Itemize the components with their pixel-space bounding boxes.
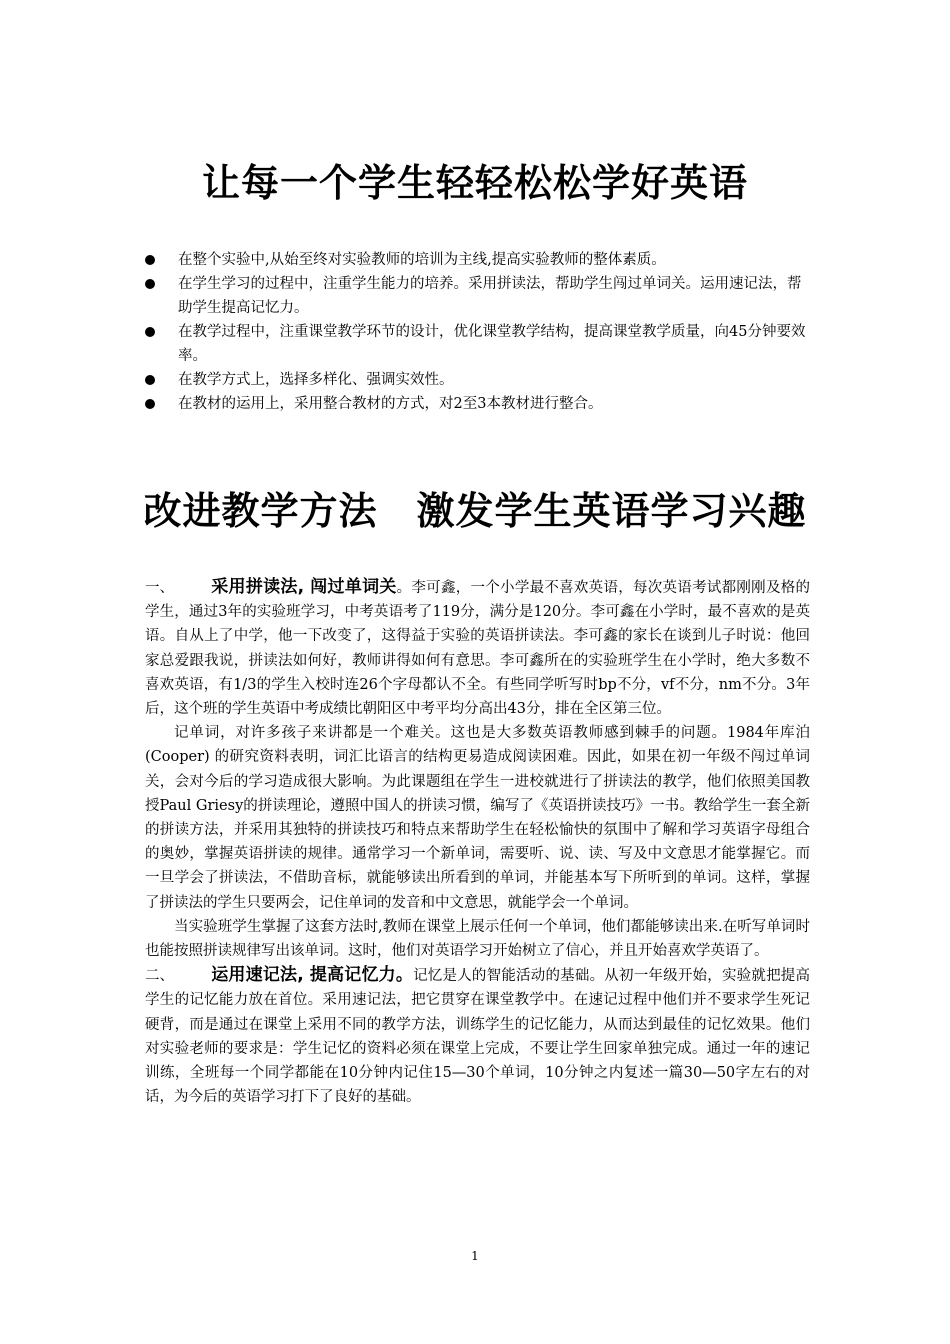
body-text	[145, 575, 810, 1109]
section-heading: 运用速记法, 提高记忆力。	[211, 965, 414, 986]
paragraph: 记单词，对许多孩子来讲都是一个难关。这也是大多数英语教师感到棘手的问题。1984年库泊(Cooper) 的研究资料表明，词汇比语言的结构更易造成阅读困难。因此，如果在初一年级不闯过单词关，会对今后的学习造成很大影响。为此课题组在学生一进校就进行了拼读法的教学，他们依照美国教授Paul Griesy的拼读理论，遵照中国人的拼读习惯，编写了《英语拼读技巧》一书。教给学生一套全新的拼读方法，并采用其独特的拼读技巧和特点来帮助学生在轻松愉快的氛围中了解和学习英语字母组合的奥妙，掌握英语拼读的规律。通常学习一个新单词，需要听、说、读、写及中文意思才能掌握它。而一旦学会了拼读法，不借助音标，就能够读出所看到的单词，并能基本写下所听到的单词。这样，掌握了拼读法的学生只要两会，记住单词的发音和中文意思，就能学会一个单词。	[145, 725, 810, 911]
list-item: 在整个实验中,从始至终对实验教师的培训为主线,提高实验教师的整体素质。	[145, 248, 810, 272]
section-number: 一、	[145, 580, 174, 596]
paragraph-section-2	[145, 963, 810, 1109]
list-item: 在教材的运用上，采用整合教材的方式，对2至3本教材进行整合。	[145, 392, 810, 416]
paragraph-text: 记忆是人的智能活动的基础。从初一年级开始，实验就把提高学生的记忆能力放在首位。采用速记法，把它贯穿在课堂教学中。在速记过程中他们并不要求学生死记硬背，而是通过在课堂上采用不同的教学方法，训练学生的记忆能力，从而达到最佳的记忆效果。他们对实验老师的要求是：学生记忆的资料必须在课堂上完成，不要让学生回家单独完成。通过一年的速记训练，全班每一个同学都能在10分钟内记住15—30个单词，10分钟之内复述一篇30—50字左右的对话，为今后的英语学习打下了良好的基础。	[145, 968, 810, 1106]
bullet-list	[145, 248, 810, 416]
section-heading: 采用拼读法, 闯过单词关	[211, 577, 397, 597]
paragraph: 当实验班学生掌握了这套方法时,教师在课堂上展示任何一个单词，他们都能够读出来.在听写单词时也能按照拼读规律写出该单词。这时，他们对英语学习开始树立了信心，并且开始喜欢学英语了。	[145, 918, 810, 960]
paragraph-text: 。李可鑫，一个小学最不喜欢英语，每次英语考试都刚刚及格的学生，通过3年的实验班学习，中考英语考了119分，满分是120分。李可鑫在小学时，最不喜欢的是英语。自从上了中学，他一下改变了，这得益于实验的英语拼读法。李可鑫的家长在谈到儿子时说：他回家总爱跟我说，拼读法如何好，教师讲得如何有意思。李可鑫所在的实验班学生在小学时，绝大多数不喜欢英语，有1/3的学生入校时连26个字母都认不全。有些同学听写时bp不分，vf不分，nm不分。3年后，这个班的学生英语中考成绩比朝阳区中考平均分高出43分，排在全区第三位。	[145, 580, 810, 718]
page-number: 1	[471, 1249, 479, 1263]
list-item: 在教学方式上，选择多样化、强调实效性。	[145, 368, 810, 392]
bullet-icon	[145, 375, 155, 385]
list-item: 在学生学习的过程中，注重学生能力的培养。采用拼读法，帮助学生闯过单词关。运用速记法，帮助学生提高记忆力。	[145, 272, 810, 320]
paragraph-section-1	[145, 575, 810, 721]
bullet-icon	[145, 255, 155, 265]
list-item: 在教学过程中，注重课堂教学环节的设计，优化课堂教学结构，提高课堂教学质量，向45分钟要效率。	[145, 320, 810, 368]
section-number: 二、	[145, 968, 174, 985]
bullet-icon	[145, 327, 155, 337]
bullet-icon	[145, 399, 155, 409]
page-title: 让每一个学生轻轻松松学好英语	[201, 161, 748, 205]
bullet-icon	[145, 279, 155, 289]
section-title: 改进教学方法 激发学生英语学习兴趣	[143, 489, 807, 533]
